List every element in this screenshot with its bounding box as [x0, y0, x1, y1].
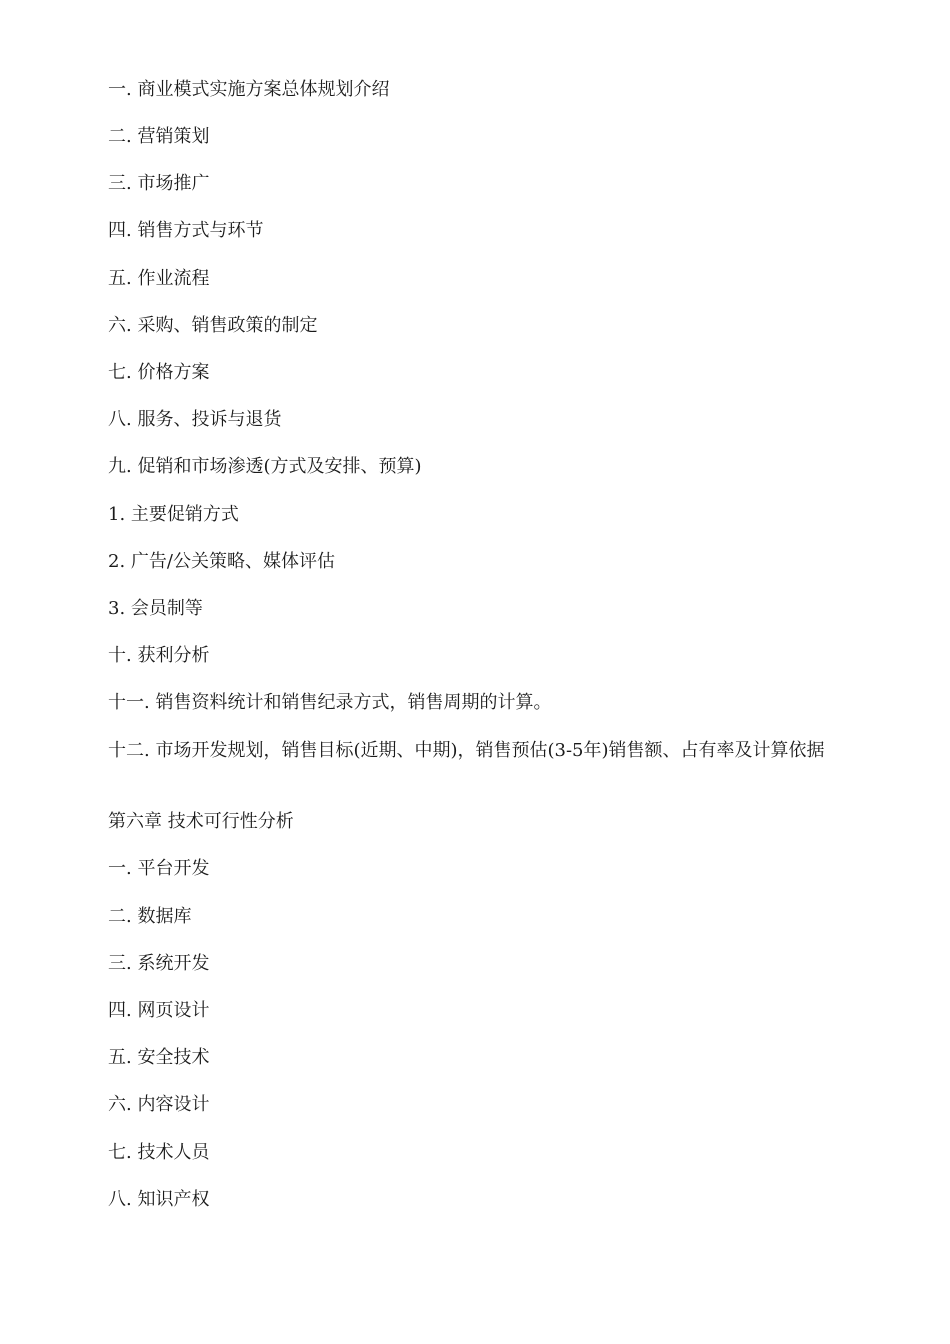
outline-line: 八. 服务、投诉与退货 — [108, 409, 282, 430]
outline-line: 六. 采购、销售政策的制定 — [108, 315, 318, 336]
outline-line: 3. 会员制等 — [108, 598, 203, 619]
outline-line: 五. 安全技术 — [108, 1047, 210, 1068]
outline-line: 八. 知识产权 — [108, 1189, 210, 1210]
outline-line: 三. 市场推广 — [108, 173, 210, 194]
outline-line: 九. 促销和市场渗透(方式及安排、预算) — [108, 456, 422, 477]
outline-line: 三. 系统开发 — [108, 953, 210, 974]
outline-line: 1. 主要促销方式 — [108, 504, 239, 525]
outline-line: 一. 商业模式实施方案总体规划介绍 — [108, 79, 390, 100]
outline-line-wrapped: 十二. 市场开发规划，销售目标(近期、中期)，销售预估(3-5年)销售额、占有率及计算依据 — [108, 740, 825, 761]
outline-line: 七. 价格方案 — [108, 362, 210, 383]
outline-line: 四. 销售方式与环节 — [108, 220, 264, 241]
outline-line: 五. 作业流程 — [108, 268, 210, 289]
chapter-heading: 第六章 技术可行性分析 — [108, 811, 294, 832]
outline-line: 十一. 销售资料统计和销售纪录方式，销售周期的计算。 — [108, 692, 552, 713]
outline-line: 2. 广告/公关策略、媒体评估 — [108, 551, 335, 572]
outline-line: 二. 数据库 — [108, 906, 192, 927]
outline-line: 十. 获利分析 — [108, 645, 210, 666]
outline-line: 二. 营销策划 — [108, 126, 210, 147]
outline-line: 四. 网页设计 — [108, 1000, 210, 1021]
outline-line: 七. 技术人员 — [108, 1142, 210, 1163]
outline-line: 六. 内容设计 — [108, 1094, 210, 1115]
outline-line: 一. 平台开发 — [108, 858, 210, 879]
